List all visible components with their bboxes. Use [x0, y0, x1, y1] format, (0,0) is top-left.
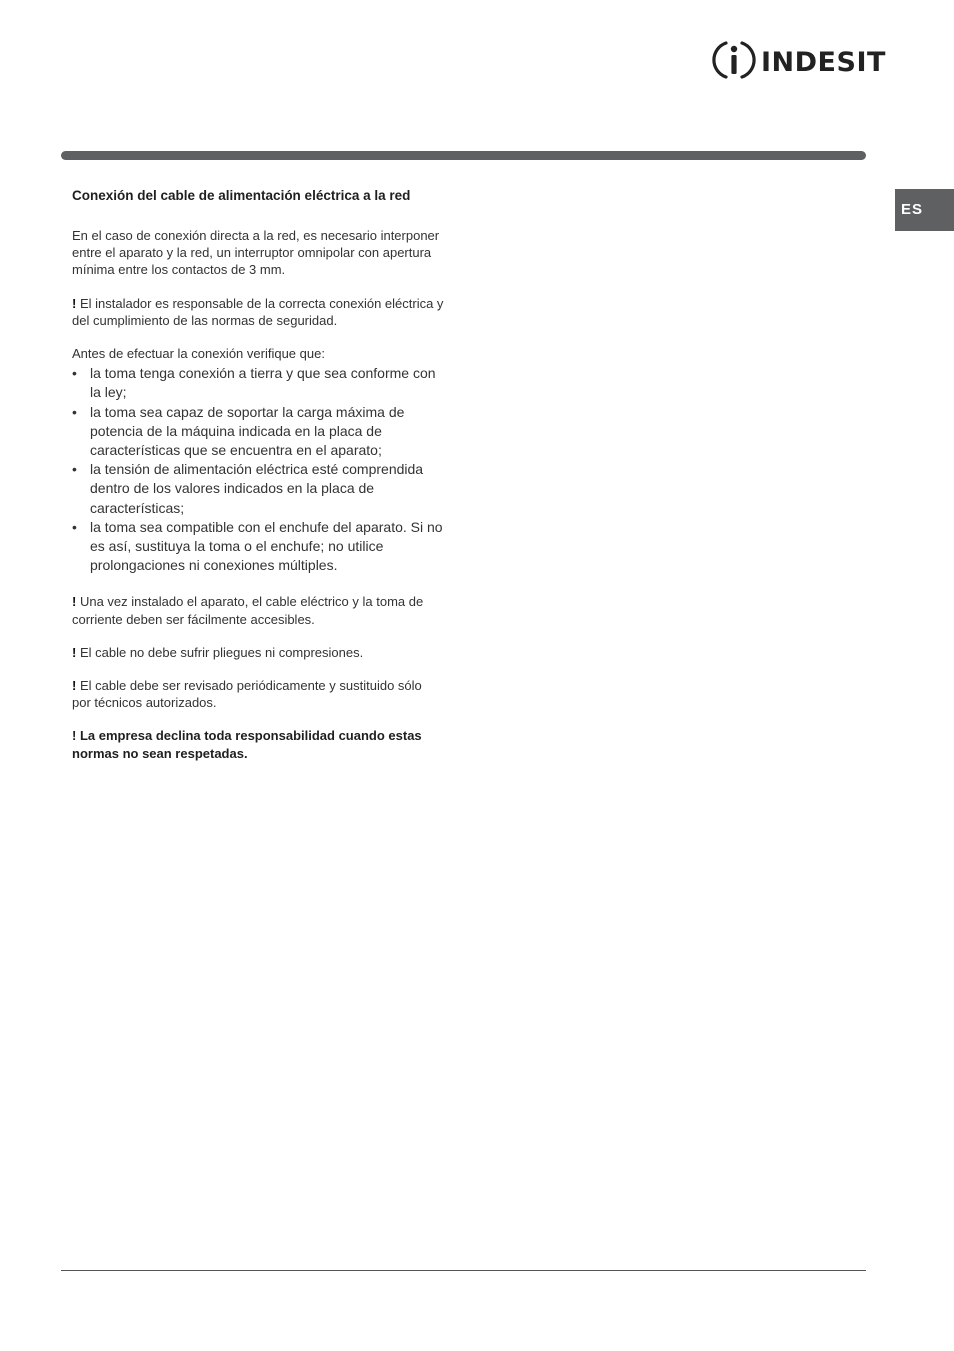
warning-mark: ! — [72, 594, 77, 610]
intro-paragraph: En el caso de conexión directa a la red, es necesario interponer entre el aparato y la red, un interruptor omnipolar con apertura mínima entre los contactos de 3 mm. — [72, 228, 440, 278]
indesit-logo-mark — [713, 38, 886, 82]
warning-mark: ! — [72, 644, 77, 660]
warning-mark: ! — [72, 678, 77, 694]
note-text: Una vez instalado el aparato, el cable eléctrico y la toma de corriente deben ser fácilmente accesibles. — [72, 594, 424, 627]
note-no-bends — [72, 644, 444, 661]
header-divider-bar — [61, 151, 866, 160]
note-text: El cable debe ser revisado periódicamente y sustituido sólo por técnicos autorizados. — [72, 678, 422, 711]
disclaimer: ! La empresa declina toda responsabilidad cuando estas normas no sean respetadas. — [72, 728, 422, 761]
note-text: El cable no debe sufrir pliegues ni compresiones. — [76, 644, 364, 660]
logo-wordmark: INDESIT — [761, 47, 886, 78]
list-item: • la tensión de alimentación eléctrica esté comprendida dentro de los valores indicados en la placa de características; — [72, 460, 444, 518]
list-item: • la toma tenga conexión a tierra y que sea conforme con la ley; — [72, 364, 444, 402]
main-content — [72, 186, 444, 778]
note-text: El instalador es responsable de la correcta conexión eléctrica y del cumplimiento de las normas de seguridad. — [72, 295, 444, 328]
note-accessible — [72, 593, 444, 627]
section-title: Conexión del cable de alimentación eléctrica a la red — [72, 188, 411, 203]
list-item: • la toma sea compatible con el enchufe del aparato. Si no es así, sustituya la toma o el enchufe; no utilice prolongaciones ni conexiones múltiples. — [72, 518, 444, 576]
language-tab: ES — [895, 189, 954, 231]
footer-rule — [61, 1270, 866, 1271]
note-review — [72, 677, 444, 711]
note-installer — [72, 295, 444, 329]
checklist — [72, 364, 444, 575]
indesit-logo — [713, 38, 886, 82]
checklist-intro: Antes de efectuar la conexión verifique que: — [72, 346, 325, 362]
list-item: • la toma sea capaz de soportar la carga máxima de potencia de la máquina indicada en la placa de características que se encuentra en el aparato; — [72, 403, 444, 461]
warning-mark: ! — [72, 295, 77, 311]
